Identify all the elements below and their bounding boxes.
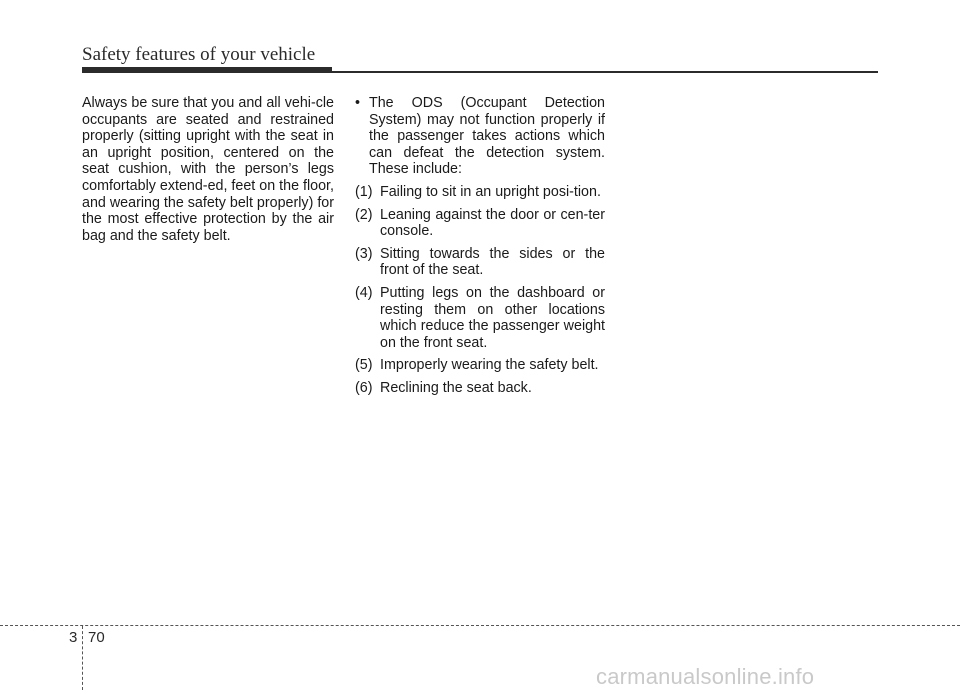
list-item xyxy=(355,246,605,279)
right-column xyxy=(355,95,605,397)
footer-vertical-divider xyxy=(82,626,83,690)
list-number: (1) xyxy=(355,183,373,200)
list-number: (3) xyxy=(355,245,373,262)
list-text: Putting legs on the dashboard or resting them on other locations which reduce the passenger weight on the front seat. xyxy=(380,284,605,351)
list-text: Reclining the seat back. xyxy=(380,379,532,396)
list-item xyxy=(355,380,605,397)
page-number: 70 xyxy=(88,629,105,646)
left-column xyxy=(82,95,334,244)
list-item xyxy=(355,207,605,240)
list-item xyxy=(355,285,605,351)
bullet-icon: • xyxy=(355,95,361,111)
list-text: Improperly wearing the safety belt. xyxy=(380,357,599,374)
chapter-number: 3 xyxy=(69,629,78,646)
header-rule-thin xyxy=(82,71,878,73)
watermark: carmanualsonline.info xyxy=(596,664,815,689)
list-number: (5) xyxy=(355,357,373,374)
list-text: Failing to sit in an upright posi-tion. xyxy=(380,183,601,200)
list-number: (4) xyxy=(355,284,373,301)
intro-paragraph: Always be sure that you and all vehi-cle occupants are seated and restrained properly (sitting upright with the seat in an upright position, centered on the seat cushion, with the person’s legs comfortably extend-ed, feet on the floor, and wearing the safety belt properly) for the most effective protection by the air bag and the safety belt. xyxy=(82,95,334,244)
bullet-text: The ODS (Occupant Detection System) may not function properly if the passenger takes actions which can defeat the detection system. These include: xyxy=(369,95,605,178)
list-item xyxy=(355,357,605,374)
ods-bullet xyxy=(355,95,605,178)
list-item xyxy=(355,184,605,201)
footer-divider xyxy=(0,625,960,626)
list-number: (2) xyxy=(355,206,373,223)
list-number: (6) xyxy=(355,379,373,396)
list-text: Leaning against the door or cen-ter console. xyxy=(380,206,605,240)
section-title: Safety features of your vehicle xyxy=(82,44,316,65)
list-text: Sitting towards the sides or the front of the seat. xyxy=(380,245,605,279)
